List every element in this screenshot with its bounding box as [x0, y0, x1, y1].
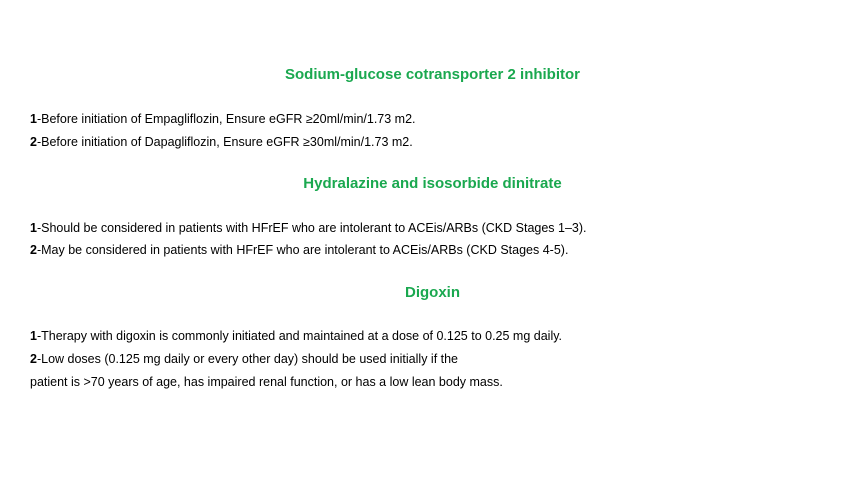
item-text: -Before initiation of Empagliflozin, Ensure eGFR ≥20ml/min/1.73 m2. [36, 112, 416, 126]
item-number: 1 [30, 112, 37, 126]
list-item [30, 328, 562, 344]
item-number: 1 [30, 221, 37, 235]
item-text: patient is >70 years of age, has impaired renal function, or has a low lean body mass. [30, 375, 503, 389]
section-title-hydralazine: Hydralazine and isosorbide dinitrate [303, 175, 562, 192]
item-text: -Should be considered in patients with HFrEF who are intolerant to ACEis/ARBs (CKD Stages 1–3). [36, 221, 587, 235]
item-text: -Low doses (0.125 mg daily or every other day) should be used initially if the [36, 352, 459, 366]
list-item [30, 111, 416, 127]
item-number: 2 [30, 243, 37, 257]
list-item [30, 242, 568, 258]
item-text: -Before initiation of Dapagliflozin, Ensure eGFR ≥30ml/min/1.73 m2. [36, 135, 413, 149]
list-item-continuation [30, 374, 503, 390]
item-text: -Therapy with digoxin is commonly initiated and maintained at a dose of 0.125 to 0.25 mg daily. [36, 329, 563, 343]
list-item [30, 220, 587, 236]
item-number: 1 [30, 329, 37, 343]
list-item [30, 134, 413, 150]
section-title-sglt2: Sodium-glucose cotransporter 2 inhibitor [284, 66, 581, 83]
item-number: 2 [30, 352, 37, 366]
item-text: -May be considered in patients with HFrEF who are intolerant to ACEis/ARBs (CKD Stages 4-5). [36, 243, 569, 257]
item-number: 2 [30, 135, 37, 149]
list-item [30, 351, 458, 367]
section-title-digoxin: Digoxin [405, 284, 460, 301]
